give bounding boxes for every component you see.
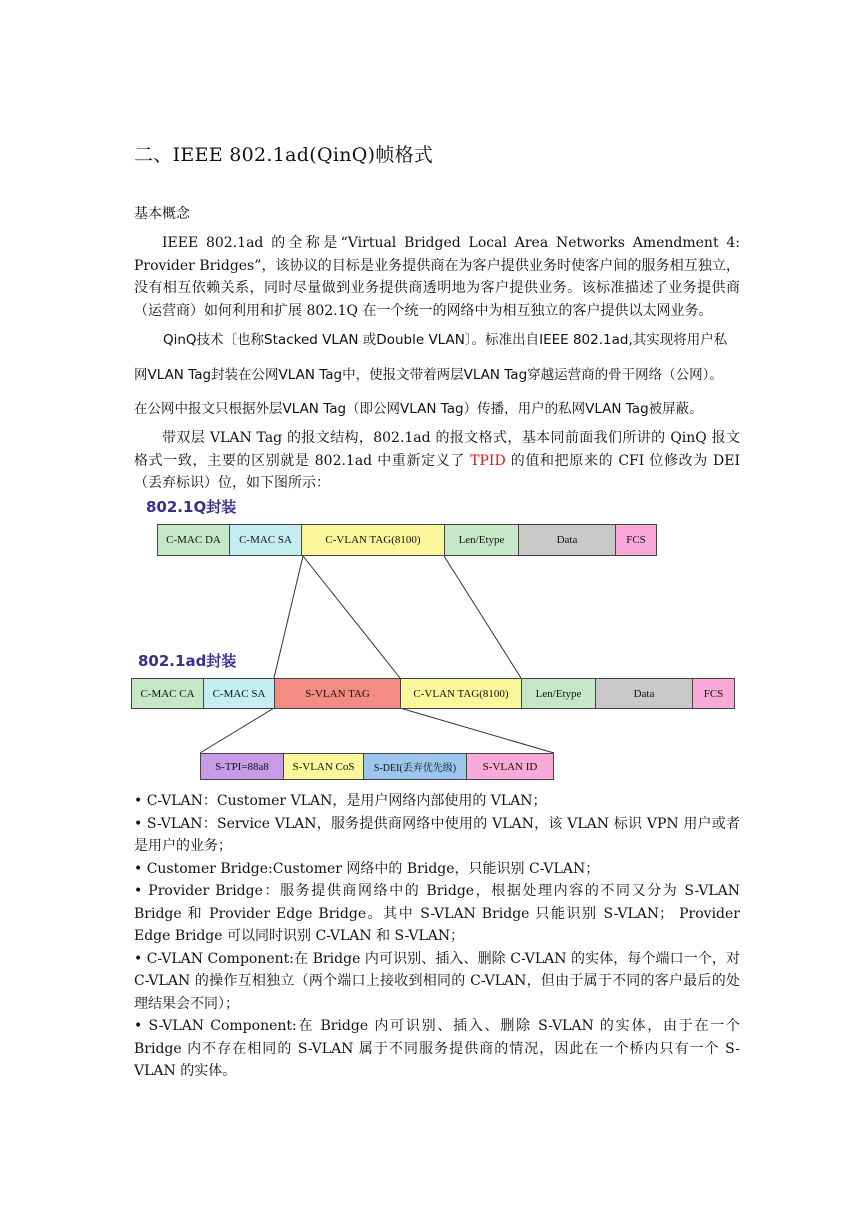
ad-field-s-vlan-tag: S-VLAN TAG bbox=[274, 678, 401, 709]
connector-line bbox=[444, 556, 521, 678]
q-field-c-vlan-tag: C-VLAN TAG(8100) bbox=[301, 524, 445, 556]
ad-field-c-mac-sa: C-MAC SA bbox=[203, 678, 275, 709]
definition-list bbox=[134, 790, 740, 1083]
dot1q-diagram-title: 802.1Q封装 bbox=[146, 498, 237, 516]
dot1ad-diagram-title: 802.1ad封装 bbox=[138, 652, 237, 670]
q-field-len-etype: Len/Etype bbox=[444, 524, 519, 556]
list-item: • S-VLAN Component:在 Bridge 内可识别、插入、删除 S-VLAN 的实体，由于在一个 Bridge 内不存在相同的 S-VLAN 属于不同服务提供商的情况，因此在一个桥内只有一个 S-VLAN 的实体。 bbox=[134, 1018, 740, 1079]
connector-line bbox=[303, 556, 400, 678]
list-item: • C-VLAN Component:在 Bridge 内可识别、插入、删除 C-VLAN 的实体，每个端口一个，对 C-VLAN 的操作互相独立（两个端口上接收到相同的 C-VLAN，但由于属于不同的客户最后的处理结果会不同）； bbox=[134, 950, 740, 1012]
ad-field-c-vlan-tag: C-VLAN TAG(8100) bbox=[400, 678, 522, 709]
connector-line bbox=[400, 708, 554, 753]
list-item: • C-VLAN：Customer VLAN，是用户网络内部使用的 VLAN； bbox=[134, 793, 547, 809]
ad-field-data: Data bbox=[595, 678, 693, 709]
list-item: • S-VLAN：Service VLAN，服务提供商网络中使用的 VLAN，该 VLAN 标识 VPN 用户或者是用户的业务； bbox=[134, 815, 740, 854]
ad-field-c-mac-ca: C-MAC CA bbox=[131, 678, 204, 709]
qinq-line-1: QinQ技术〔也称Stacked VLAN 或Double VLAN〕。标准出自IEEE 802.1ad,其实现将用户私 bbox=[163, 332, 728, 348]
q-field-fcs: FCS bbox=[615, 524, 657, 556]
list-item: • Provider Bridge：服务提供商网络中的 Bridge，根据处理内容的不同又分为 S-VLAN Bridge 和 Provider Edge Bridge。其中 S-VLAN Bridge 只能识别 S-VLAN； Provider Edge Bridge 可以同时识别 C-VLAN 和 S-VLAN； bbox=[134, 883, 740, 944]
format-text-before: 带双层 VLAN Tag 的报文结构，802.1ad 的报文格式，基本同前面我们所讲的 QinQ 报文格式一致，主要的区别就是 802.1ad 中重新定义了 bbox=[134, 430, 740, 469]
q-field-c-mac-sa: C-MAC SA bbox=[229, 524, 302, 556]
connector-line bbox=[274, 556, 303, 678]
q-field-data: Data bbox=[518, 524, 616, 556]
list-item: • Customer Bridge:Customer 网络中的 Bridge，只能识别 C-VLAN； bbox=[134, 860, 600, 877]
ad-field-fcs: FCS bbox=[692, 678, 735, 709]
s-field-vlan-id: S-VLAN ID bbox=[466, 753, 554, 780]
qinq-line-3: 在公网中报文只根据外层VLAN Tag（即公网VLAN Tag）传播，用户的私网VLAN Tag被屏蔽。 bbox=[134, 401, 703, 417]
page-title: 二、IEEE 802.1ad(QinQ)帧格式 bbox=[134, 144, 434, 166]
format-text-after: 的值和把原来的 CFI 位修改为 DEI（丢弃标识）位，如下图所示： bbox=[134, 452, 740, 491]
qinq-line-2: 网VLAN Tag封装在公网VLAN Tag中，使报文带着两层VLAN Tag穿越运营商的骨干网络（公网）。 bbox=[134, 367, 723, 383]
s-field-dei: S-DEI(丢弃优先级) bbox=[363, 753, 467, 780]
q-field-c-mac-da: C-MAC DA bbox=[157, 524, 230, 556]
ad-field-len-etype: Len/Etype bbox=[521, 678, 596, 709]
s-field-cos: S-VLAN CoS bbox=[283, 753, 364, 780]
s-field-tpi: S-TPI=88a8 bbox=[200, 753, 284, 780]
tpid-highlight: TPID bbox=[470, 452, 506, 469]
intro-paragraph: IEEE 802.1ad 的全称是“Virtual Bridged Local Area Networks Amendment 4: Provider Bridges”，该协议的目标是业务提供商在为客户提供业务时使客户间的服务相互独立，没有相互依赖关系，同时尽量做到业务提供商透明地为客户提供业务。该标准描述了业务提供商（运营商）如何利用和扩展 802.1Q 在一个统一的网络中为相互独立的客户提供以太网业务。 bbox=[134, 235, 740, 319]
section-subheading: 基本概念 bbox=[134, 206, 190, 222]
connector-line bbox=[200, 708, 274, 753]
